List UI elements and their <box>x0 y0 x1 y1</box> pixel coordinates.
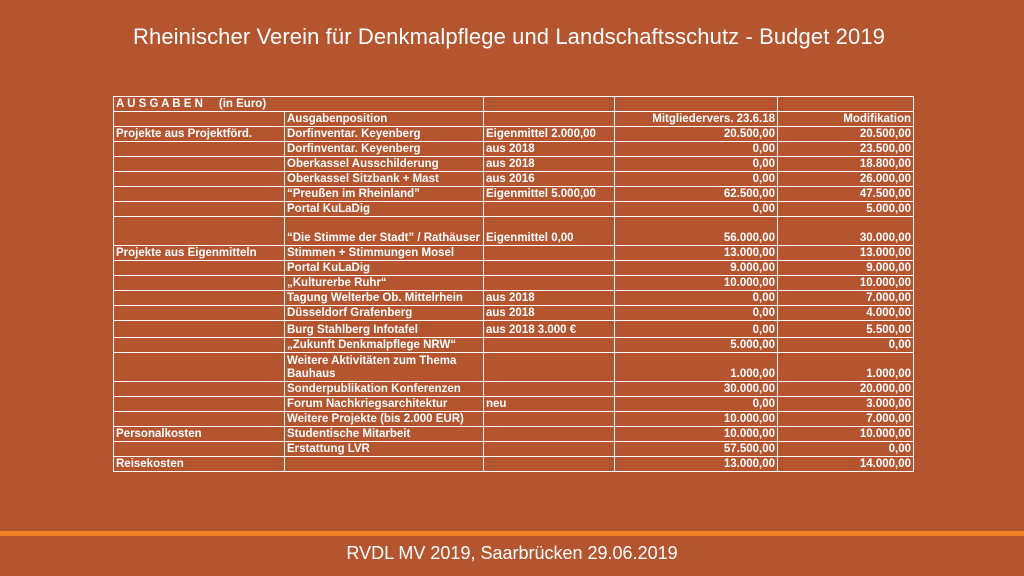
category-cell <box>114 276 285 291</box>
category-cell <box>114 338 285 353</box>
table-row <box>114 353 914 382</box>
note-cell: Eigenmittel 5.000,00 <box>484 187 615 202</box>
footer-band <box>0 531 1024 536</box>
mv-amount-cell: 13.000,00 <box>615 457 778 472</box>
mv-amount-cell: 10.000,00 <box>615 427 778 442</box>
note-cell <box>484 276 615 291</box>
category-cell <box>114 291 285 306</box>
note-cell: aus 2018 <box>484 157 615 172</box>
category-cell <box>114 217 285 246</box>
note-cell <box>484 457 615 472</box>
category-cell <box>114 412 285 427</box>
table-row <box>114 306 914 321</box>
category-cell: Personalkosten <box>114 427 285 442</box>
mod-amount-cell: 20.500,00 <box>778 127 914 142</box>
table-row <box>114 127 914 142</box>
column-header-empty <box>114 112 285 127</box>
category-cell <box>114 187 285 202</box>
mv-amount-cell: 10.000,00 <box>615 412 778 427</box>
mod-amount-cell: 0,00 <box>778 338 914 353</box>
note-cell <box>484 353 615 382</box>
note-cell: Eigenmittel 2.000,00 <box>484 127 615 142</box>
note-cell <box>484 412 615 427</box>
position-cell: Sonderpublikation Konferenzen <box>285 382 484 397</box>
mv-amount-cell: 62.500,00 <box>615 187 778 202</box>
mv-amount-cell: 5.000,00 <box>615 338 778 353</box>
mod-amount-cell: 4.000,00 <box>778 306 914 321</box>
table-row <box>114 187 914 202</box>
column-header-mv: Mitgliedervers. 23.6.18 <box>615 112 778 127</box>
mv-amount-cell: 0,00 <box>615 306 778 321</box>
note-cell: aus 2018 3.000 € <box>484 321 615 338</box>
category-cell <box>114 382 285 397</box>
table-row <box>114 246 914 261</box>
category-cell <box>114 397 285 412</box>
position-cell: Weitere Aktivitäten zum Thema Bauhaus <box>285 353 484 382</box>
note-cell <box>484 246 615 261</box>
table-header-row <box>114 97 914 112</box>
header-empty-cell <box>778 97 914 112</box>
note-cell <box>484 382 615 397</box>
table-row <box>114 382 914 397</box>
note-cell: aus 2018 <box>484 142 615 157</box>
position-cell: Dorfinventar. Keyenberg <box>285 142 484 157</box>
mod-amount-cell: 14.000,00 <box>778 457 914 472</box>
table-row <box>114 217 914 246</box>
header-label-cell <box>114 97 484 112</box>
table-row <box>114 157 914 172</box>
mv-amount-cell: 1.000,00 <box>615 353 778 382</box>
mod-amount-cell: 47.500,00 <box>778 187 914 202</box>
note-cell <box>484 427 615 442</box>
position-cell: “Preußen im Rheinland” <box>285 187 484 202</box>
position-cell: „Zukunft Denkmalpflege NRW“ <box>285 338 484 353</box>
position-cell: Erstattung LVR <box>285 442 484 457</box>
mod-amount-cell: 30.000,00 <box>778 217 914 246</box>
category-cell: Projekte aus Eigenmitteln <box>114 246 285 261</box>
position-cell: Dorfinventar. Keyenberg <box>285 127 484 142</box>
position-cell: “Die Stimme der Stadt” / Rathäuser <box>285 217 484 246</box>
table-row <box>114 276 914 291</box>
column-header-position: Ausgabenposition <box>285 112 484 127</box>
mv-amount-cell: 13.000,00 <box>615 246 778 261</box>
column-header-mod: Modifikation <box>778 112 914 127</box>
table-row <box>114 321 914 338</box>
category-cell <box>114 172 285 187</box>
header-empty-cell <box>484 97 615 112</box>
category-cell <box>114 157 285 172</box>
category-cell <box>114 353 285 382</box>
category-cell <box>114 306 285 321</box>
table-row <box>114 291 914 306</box>
note-cell: aus 2018 <box>484 306 615 321</box>
category-cell <box>114 321 285 338</box>
note-cell: neu <box>484 397 615 412</box>
note-cell <box>484 261 615 276</box>
position-cell: Portal KuLaDig <box>285 202 484 217</box>
budget-table <box>113 96 914 472</box>
table-row <box>114 142 914 157</box>
position-cell: Portal KuLaDig <box>285 261 484 276</box>
header-label: A U S G A B E N <box>116 98 203 110</box>
category-cell: Projekte aus Projektförd. <box>114 127 285 142</box>
note-cell <box>484 338 615 353</box>
table-row <box>114 202 914 217</box>
category-cell <box>114 442 285 457</box>
position-cell: „Kulturerbe Ruhr“ <box>285 276 484 291</box>
category-cell <box>114 202 285 217</box>
table-row <box>114 427 914 442</box>
mv-amount-cell: 0,00 <box>615 142 778 157</box>
category-cell <box>114 142 285 157</box>
mv-amount-cell: 57.500,00 <box>615 442 778 457</box>
mv-amount-cell: 0,00 <box>615 397 778 412</box>
table-row <box>114 338 914 353</box>
mv-amount-cell: 0,00 <box>615 172 778 187</box>
position-cell: Oberkassel Sitzbank + Mast <box>285 172 484 187</box>
mod-amount-cell: 10.000,00 <box>778 276 914 291</box>
footer-text: RVDL MV 2019, Saarbrücken 29.06.2019 <box>346 543 678 563</box>
note-cell <box>484 202 615 217</box>
position-cell: Oberkassel Ausschilderung <box>285 157 484 172</box>
note-cell: aus 2018 <box>484 291 615 306</box>
mod-amount-cell: 13.000,00 <box>778 246 914 261</box>
note-cell <box>484 442 615 457</box>
mod-amount-cell: 7.000,00 <box>778 412 914 427</box>
table-row <box>114 442 914 457</box>
table-row <box>114 412 914 427</box>
mod-amount-cell: 5.500,00 <box>778 321 914 338</box>
position-cell: Tagung Welterbe Ob. Mittelrhein <box>285 291 484 306</box>
mv-amount-cell: 0,00 <box>615 321 778 338</box>
mod-amount-cell: 3.000,00 <box>778 397 914 412</box>
mod-amount-cell: 20.000,00 <box>778 382 914 397</box>
position-cell <box>285 457 484 472</box>
header-unit: (in Euro) <box>218 98 267 110</box>
mod-amount-cell: 5.000,00 <box>778 202 914 217</box>
table-row <box>114 457 914 472</box>
table-row <box>114 397 914 412</box>
position-cell: Weitere Projekte (bis 2.000 EUR) <box>285 412 484 427</box>
position-cell: Forum Nachkriegsarchitektur <box>285 397 484 412</box>
mod-amount-cell: 26.000,00 <box>778 172 914 187</box>
note-cell: aus 2016 <box>484 172 615 187</box>
position-cell: Burg Stahlberg Infotafel <box>285 321 484 338</box>
position-cell: Studentische Mitarbeit <box>285 427 484 442</box>
mod-amount-cell: 9.000,00 <box>778 261 914 276</box>
position-cell: Düsseldorf Grafenberg <box>285 306 484 321</box>
mv-amount-cell: 0,00 <box>615 202 778 217</box>
mv-amount-cell: 30.000,00 <box>615 382 778 397</box>
position-cell: Stimmen + Stimmungen Mosel <box>285 246 484 261</box>
mv-amount-cell: 20.500,00 <box>615 127 778 142</box>
note-cell: Eigenmittel 0,00 <box>484 217 615 246</box>
column-header-note <box>484 112 615 127</box>
mod-amount-cell: 0,00 <box>778 442 914 457</box>
table-column-header-row <box>114 112 914 127</box>
header-empty-cell <box>615 97 778 112</box>
category-cell: Reisekosten <box>114 457 285 472</box>
mod-amount-cell: 10.000,00 <box>778 427 914 442</box>
mod-amount-cell: 18.800,00 <box>778 157 914 172</box>
mod-amount-cell: 7.000,00 <box>778 291 914 306</box>
mv-amount-cell: 0,00 <box>615 157 778 172</box>
mv-amount-cell: 10.000,00 <box>615 276 778 291</box>
mv-amount-cell: 0,00 <box>615 291 778 306</box>
slide-title: Rheinischer Verein für Denkmalpflege und Landschaftsschutz - Budget 2019 <box>133 24 885 49</box>
mod-amount-cell: 1.000,00 <box>778 353 914 382</box>
category-cell <box>114 261 285 276</box>
table-row <box>114 172 914 187</box>
mv-amount-cell: 56.000,00 <box>615 217 778 246</box>
table-row <box>114 261 914 276</box>
mod-amount-cell: 23.500,00 <box>778 142 914 157</box>
mv-amount-cell: 9.000,00 <box>615 261 778 276</box>
